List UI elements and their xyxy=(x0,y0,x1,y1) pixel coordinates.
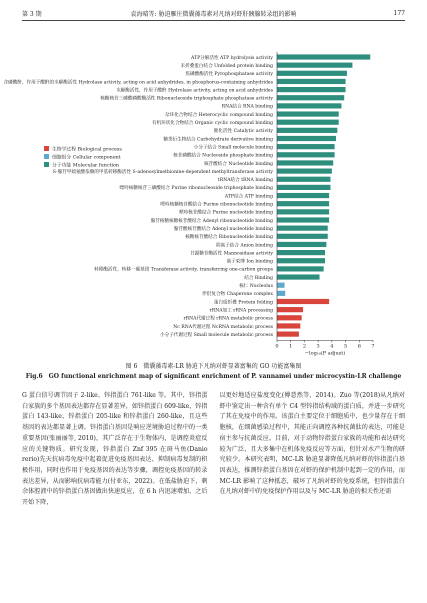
category-label: 核仁 Nucleolus xyxy=(239,284,273,289)
page-header xyxy=(22,7,405,19)
category-label: rRNA加工 rRNA processing xyxy=(209,308,273,314)
bar xyxy=(277,169,332,174)
bar xyxy=(277,315,302,320)
bar xyxy=(277,250,325,255)
category-label: 腺苷核糖核糖核苷酸结合 Adenyl ribonucleotide binding xyxy=(150,218,273,224)
bar xyxy=(277,201,329,206)
bar xyxy=(277,152,335,157)
bar xyxy=(277,307,303,312)
bar xyxy=(277,136,336,141)
legend-label: 分子功能 Molecular function xyxy=(52,163,119,169)
figure-caption-cn: 图 6 微囊藻毒素-LR 胁迫下凡纳对虾显著富集的 GO 功能富集图 xyxy=(125,363,302,370)
page-number: 177 xyxy=(393,9,405,17)
chart-legend xyxy=(44,146,122,169)
bar xyxy=(277,120,339,125)
category-label: 伴侣复合物 Chaperone complex xyxy=(202,292,273,298)
category-label: 糖类衍生物结合 Carbohydrate derivative binding xyxy=(163,137,273,143)
bar xyxy=(277,54,370,59)
bar xyxy=(277,144,335,149)
category-label: 核糖核苷三磷酸磷酸酶活性 Ribonucleoside triphosphate phosphatase activity xyxy=(100,96,273,102)
bar xyxy=(277,266,324,271)
category-label: 蛋白质折叠 Protein folding xyxy=(213,300,273,306)
category-label: 离子束缚 Ion binding xyxy=(226,259,273,265)
category-label: 嘌呤核糖核苷三磷酸结合 Purine ribonucleoside triphosphate binding xyxy=(119,186,273,192)
category-label: 含磷酸酐，作用于酸酐的水解酶活性 Hydrolase activity, acting on acid anhydrides, in phosphorus-containing anhydrides xyxy=(3,80,273,86)
category-label: 催化活性 Catalytic activity xyxy=(213,129,273,135)
right-paragraph: 以更好地适应盐度变化(傅意然等，2014)。Zuo 等(2018)从凡纳对虾中鉴定出一种含有单个 C4 型锌指结构域的蛋白质，并进一步研究了其在免疫中的作用。该蛋白主要定位于细胞质中，也少量存在于细胞核，在细菌感染过程中，其能正向调控各种抗菌肽的表达，可能是宿主参与抗菌反应。目前，对于动物锌指蛋白家族的功能和表达研究较为广泛，且大多集中在机体免疫反应等方面，但针对水产生物的研究较少。本研究表明，MC-LR 胁迫显著降低凡纳对虾的锌指蛋白基因表达，推测锌指蛋白基因在对虾的保护机制中起到一定的作用，而 MC-LR 影响了这种抵态，破坏了凡纳对虾的免疫系统，但锌指蛋白在凡纳对虾中的免疫保护作用以及与 MC-LR 胁迫的相关性还需 xyxy=(219,392,405,496)
category-label: 核糖核苷酸结合 Ribonucleotide binding xyxy=(185,235,273,241)
category-label: 焦磷酸酶活性 Pyrophosphatase activity xyxy=(185,72,273,78)
x-tick-label: 3 xyxy=(316,343,320,350)
category-label: ATP结合 ATP binding xyxy=(224,194,273,200)
bar xyxy=(277,226,328,231)
bar xyxy=(277,234,328,239)
legend-swatch xyxy=(44,146,49,151)
x-tick-label: 6 xyxy=(357,343,361,350)
category-label: ATP分解活性 ATP hydrolysis activity xyxy=(190,55,273,61)
bar xyxy=(277,209,329,214)
category-label: 杂环化合物结合 Heterocyclic compound binding xyxy=(165,112,273,118)
bar xyxy=(277,63,352,68)
x-tick-label: 5 xyxy=(343,343,348,350)
bar xyxy=(277,71,347,76)
category-label: 核苷酸结合 Nucleotide binding xyxy=(203,161,273,167)
legend-swatch xyxy=(44,162,49,167)
bar xyxy=(277,274,320,279)
x-tick-label: 0 xyxy=(275,343,279,350)
category-label: 小分子代谢过程 Small molecule metabolic process xyxy=(160,332,273,338)
bar xyxy=(277,185,330,190)
legend-label: 细胞组分 Cellular component xyxy=(52,155,121,161)
bar xyxy=(277,217,329,222)
bar xyxy=(277,258,325,263)
category-label: 小分子结合 Small molecule binding xyxy=(193,145,273,151)
x-axis-title: −log₁₀(P adjust) xyxy=(304,350,346,357)
legend-label: 生物学过程 Biological process xyxy=(52,147,122,153)
category-label: RNA结合 RNA binding xyxy=(221,104,273,110)
bar xyxy=(277,111,339,116)
category-label: S-腺苷甲硫氨酸依赖的甲基转移酶活性 S-adenosylmethionine-dependent methyltransferase activity xyxy=(52,169,273,175)
bar xyxy=(277,177,330,182)
bar xyxy=(277,291,285,296)
bar xyxy=(277,95,344,100)
x-tick-label: 7 xyxy=(371,343,375,350)
figure-caption-en: Fig.6 GO functional enrichment map of significant enrichment of P. vannamei under microcystin-LR challenge xyxy=(25,373,402,380)
category-labels xyxy=(4,54,274,338)
right-column xyxy=(220,391,406,509)
x-tick-label: 4 xyxy=(330,343,334,350)
x-tick-label: 1 xyxy=(289,343,293,350)
left-column xyxy=(22,391,208,509)
category-label: 嘌呤核糖核苷酸结合 Purine ribonucleotide binding xyxy=(160,202,273,208)
category-label: rRNA代谢过程 rRNA metabolic process xyxy=(183,316,273,322)
bar-series xyxy=(277,54,370,336)
category-label: 腺苷酸核苷酸结合 Adenyl nucleotide binding xyxy=(173,226,273,232)
bar xyxy=(277,193,329,198)
bar xyxy=(277,323,300,328)
bar xyxy=(277,103,341,108)
left-paragraph: G 蛋白信号调节因子 2-like、锌指蛋白 761-like 等。其中，锌指蛋白家族的多个基因表达都存在显著差异，如锌指蛋白 609-like、锌指蛋白 143-like、锌指蛋白 205-like 和锌指蛋白 260-like，且这些基因的表达都显著上调。锌指蛋白基因是响应逆境胁迫过程中的一类重要基因(张丽丽等, 2010)，其广泛存在于生物体内，是调控炎症反应的关键物质。研究发现，锌指蛋白 Znf 395 在斑马鱼(Danio rerio)先天抗病毒免疫中起着促进免疫基因表达、抑制病毒复制的积极作用，同时也作用于免疫基因的表达等步骤，调控免疫基因的转录表达差异，从而影响抗病毒能力(付亚东，2022)。在低盐胁迫下，剩余体腔液中的锌指蛋白基因做出快速反应，在 6 h 内迅速增加，之后开始下降， xyxy=(22,392,208,507)
category-label: 结合 Binding xyxy=(244,275,273,281)
running-title: 袁海晴等: 胁迫雁庄微囊藻毒素对凡纳对虾肝胰腺转录组的影响 xyxy=(130,11,297,18)
category-label: 水解酶活性，作用于酸酐 Hydrolase activity, acting on acid anhydrides xyxy=(116,88,273,94)
category-label: 嘌呤核苷酸结合 Purine nucleotide binding xyxy=(178,210,273,216)
issue-number: 第 3 期 xyxy=(22,10,42,18)
category-label: 转移酶活性，转移一碳基团 Transferase activity, transferring one-carbon groups xyxy=(94,267,273,273)
legend-swatch xyxy=(44,154,49,159)
header-rule xyxy=(22,20,405,21)
bar xyxy=(277,299,329,304)
bar xyxy=(277,332,299,337)
category-label: 未折叠蛋白结合 Unfolded protein binding xyxy=(180,63,273,69)
category-label: Nc RNA代谢过程 NcRNA metabolic process xyxy=(173,324,273,330)
category-label: 核苷磷酸结合 Nucleoside phosphate binding xyxy=(173,153,273,159)
category-label: tRNA结合 tRNA binding xyxy=(217,178,273,184)
body-text xyxy=(22,391,405,509)
x-tick-label: 2 xyxy=(302,343,307,350)
category-label: 阴离子结合 Anion binding xyxy=(215,243,273,249)
bar xyxy=(277,283,285,288)
bar xyxy=(277,242,326,247)
go-enrichment-chart xyxy=(0,25,427,360)
bar xyxy=(277,87,346,92)
category-label: 甘露糖苷酶活性 Mannosidase activity xyxy=(190,251,273,257)
bar xyxy=(277,160,333,165)
category-label: 有机环状化合物结合 Organic cyclic compound binding xyxy=(151,121,273,126)
bar xyxy=(277,128,337,133)
bar xyxy=(277,79,346,84)
